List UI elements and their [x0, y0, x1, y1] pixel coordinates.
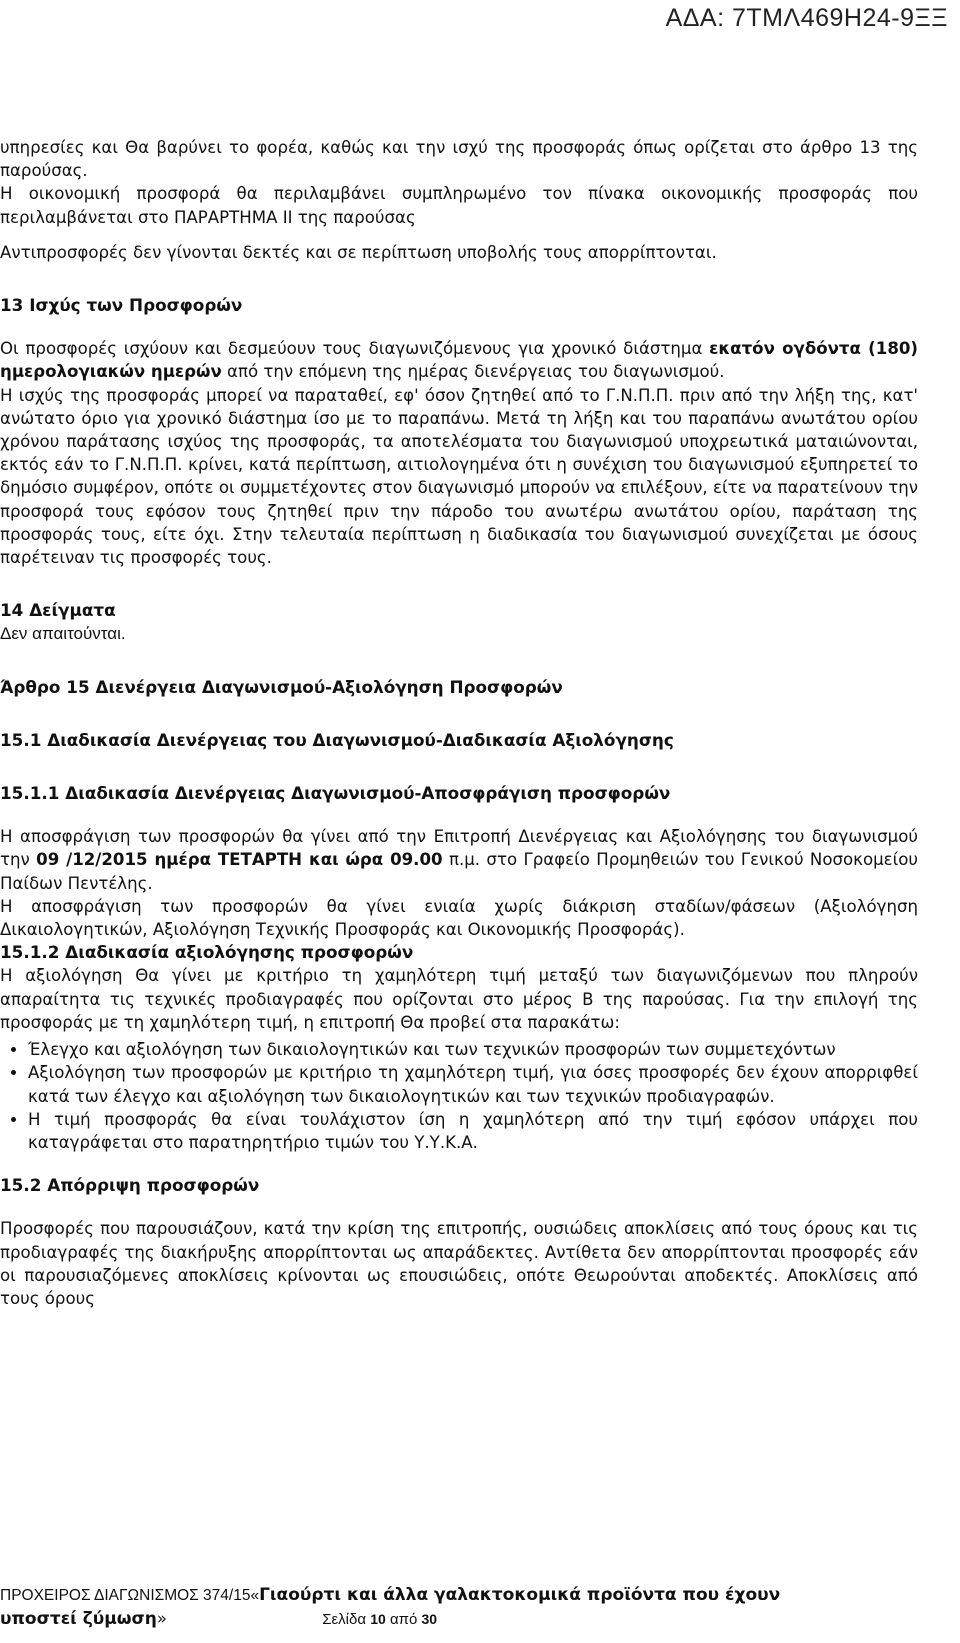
footer-tender-prefix: ΠΡΟΧΕΙΡΟΣ ΔΙΑΓΩΝΙΣΜΟΣ 374/15« — [0, 1587, 260, 1604]
validity-period: εκατόν ογδόντα (180) ημερολογιακών ημερών — [0, 339, 918, 382]
list-item: • Η τιμή προσφοράς θα είναι τουλάχιστον ίση η χαμηλότερη από την τιμή εφόσον υπάρχει που καταγράφεται στο παρατηρητήριο τιμών του Υ.Υ.Κ.Α. — [28, 1108, 918, 1154]
page-footer — [0, 1583, 940, 1631]
footer-quote-close: » — [156, 1609, 167, 1628]
footer-tender-title-cont: υποστεί ζύμωση — [0, 1609, 157, 1629]
article-15-heading: Άρθρο 15 Διενέργεια Διαγωνισμού-Αξιολόγηση Προσφορών — [0, 676, 563, 697]
section-15-2-heading: 15.2 Απόρριψη προσφορών — [0, 1175, 260, 1196]
section-15-1-2-paragraph-1: Η αξιολόγηση Θα γίνει με κριτήριο τη χαμηλότερη τιμή μεταξύ των διαγωνιζόμενων που πληρούν απαραίτητα τις τεχνικές προδιαγραφές που ορίζονται στο μέρος Β της παρούσας. Για την επιλογή της προσφοράς με τη χαμηλότερη τιμή, η επιτροπή Θα προβεί στα παρακάτω: — [0, 966, 918, 1032]
list-item: • Έλεγχο και αξιολόγηση των δικαιολογητικών και των τεχνικών προσφορών των συμμετεχόντων — [28, 1038, 918, 1061]
section-15-1-1-paragraph-2: Η αποσφράγιση των προσφορών θα γίνει ενιαία χωρίς διάκριση σταδίων/φάσεων (Αξιολόγηση Δικαιολογητικών, Αξιολόγηση Τεχνικής Προσφοράς και Οικονομικής Προσφοράς). — [0, 896, 918, 940]
document-body — [0, 136, 918, 1310]
intro-paragraph-1: υπηρεσίες και Θα βαρύνει το φορέα, καθώς και την ισχύ της προσφοράς όπως ορίζεται στο άρθρο 13 της παρούσας. — [0, 138, 918, 181]
opening-date: 09 /12/2015 ημέρα ΤΕΤΑΡΤΗ και ώρα 09.00 — [36, 850, 443, 870]
footer-tender-title: Γιαούρτι και άλλα γαλακτοκομικά προϊόντα που έχουν — [259, 1585, 781, 1605]
section-13-heading: 13 Ισχύς των Προσφορών — [0, 295, 243, 316]
section-13-paragraph-2: Η ισχύς της προσφοράς μπορεί να παραταθεί, εφ' όσον ζητηθεί από το Γ.Ν.Π.Π. πριν από την λήξη της, κατ' ανώτατο όριο για χρονικό διάστημα ίσο με το παραπάνω. Μετά τη λήξη και του παραπάνω ανωτάτου ορίου χρόνου παράτασης ισχύος της προσφοράς, τα αποτελέσματα του διαγωνισμού υποχρεωτικά ματαιώνονται, εκτός εάν το Γ.Ν.Π.Π. κρίνει, κατά περίπτωση, αιτιολογημένα ότι η συνέχιση του διαγωνισμού εξυπηρετεί το δημόσιο συμφέρον, οπότε οι συμμετέχοντες στον διαγωνισμό μπορούν να επιλέξουν, είτε να παρατείνουν την προσφορά τους εφόσον τους ζητηθεί πριν την πάροδο του ανωτέρω ανωτάτου ορίου, παράταση της προσφοράς τους, είτε όχι. Στην τελευταία περίπτωση η διαδικασία του διαγωνισμού συνεχίζεται με όσους παρέτειναν τις προσφορές τους. — [0, 385, 918, 568]
evaluation-steps-list — [0, 1038, 918, 1154]
ada-code: ΑΔΑ: 7ΤΜΛ469Η24-9ΞΞ — [665, 4, 948, 32]
section-14-text: Δεν απαιτούνται. — [0, 624, 126, 644]
page-number: Σελίδα 10 από 30 — [322, 1611, 438, 1628]
section-15-1-1-paragraph-1: Η αποσφράγιση των προσφορών θα γίνει από την Επιτροπή Διενέργειας και Αξιολόγησης του διαγωνισμού την 09 /12/2015 ημέρα ΤΕΤΑΡΤΗ και ώρα 09.00 π.μ. στο Γραφείο Προμηθειών του Γενικού Νοσοκομείου Παίδων Πεντέλης. — [0, 827, 918, 893]
intro-paragraph-2: Η οικονομική προσφορά θα περιλαμβάνει συμπληρωμένο τον πίνακα οικονομικής προσφοράς που περιλαμβάνεται στο ΠΑΡΑΡΤΗΜΑ ΙΙ της παρούσας — [0, 184, 918, 227]
section-15-1-2-heading: 15.1.2 Διαδικασία αξιολόγησης προσφορών — [0, 942, 414, 963]
section-15-1-1-heading: 15.1.1 Διαδικασία Διενέργειας Διαγωνισμού-Αποσφράγιση προσφορών — [0, 783, 671, 804]
section-15-2-paragraph-1: Προσφορές που παρουσιάζουν, κατά την κρίση της επιτροπής, ουσιώδεις αποκλίσεις από τους όρους και τις προδιαγραφές της διακήρυξης απορρίπτονται ως απαράδεκτες. Αντίθετα δεν απορρίπτονται προσφορές εάν οι παρουσιαζόμενες αποκλίσεις κρίνονται ως επουσιώδεις, οπότε Θεωρούνται αποδεκτές. Αποκλίσεις από τους όρους — [0, 1219, 918, 1308]
section-13-paragraph-1: Οι προσφορές ισχύουν και δεσμεύουν τους διαγωνιζόμενους για χρονικό διάστημα εκατόν ογδόντα (180) ημερολογιακών ημερών από την επόμενη της ημέρας διενέργειας του διαγωνισμού. — [0, 339, 918, 382]
section-15-1-heading: 15.1 Διαδικασία Διενέργειας του Διαγωνισμού-Διαδικασία Αξιολόγησης — [0, 729, 674, 750]
list-item: • Αξιολόγηση των προσφορών με κριτήριο τη χαμηλότερη τιμή, για όσες προσφορές δεν έχουν απορριφθεί κατά των έλεγχο και αξιολόγηση των δικαιολογητικών και των τεχνικών προδιαγραφών. — [28, 1061, 918, 1107]
section-14-heading: 14 Δείγματα — [0, 600, 116, 621]
intro-paragraph-3: Αντιπροσφορές δεν γίνονται δεκτές και σε περίπτωση υποβολής τους απορρίπτονται. — [0, 242, 717, 262]
